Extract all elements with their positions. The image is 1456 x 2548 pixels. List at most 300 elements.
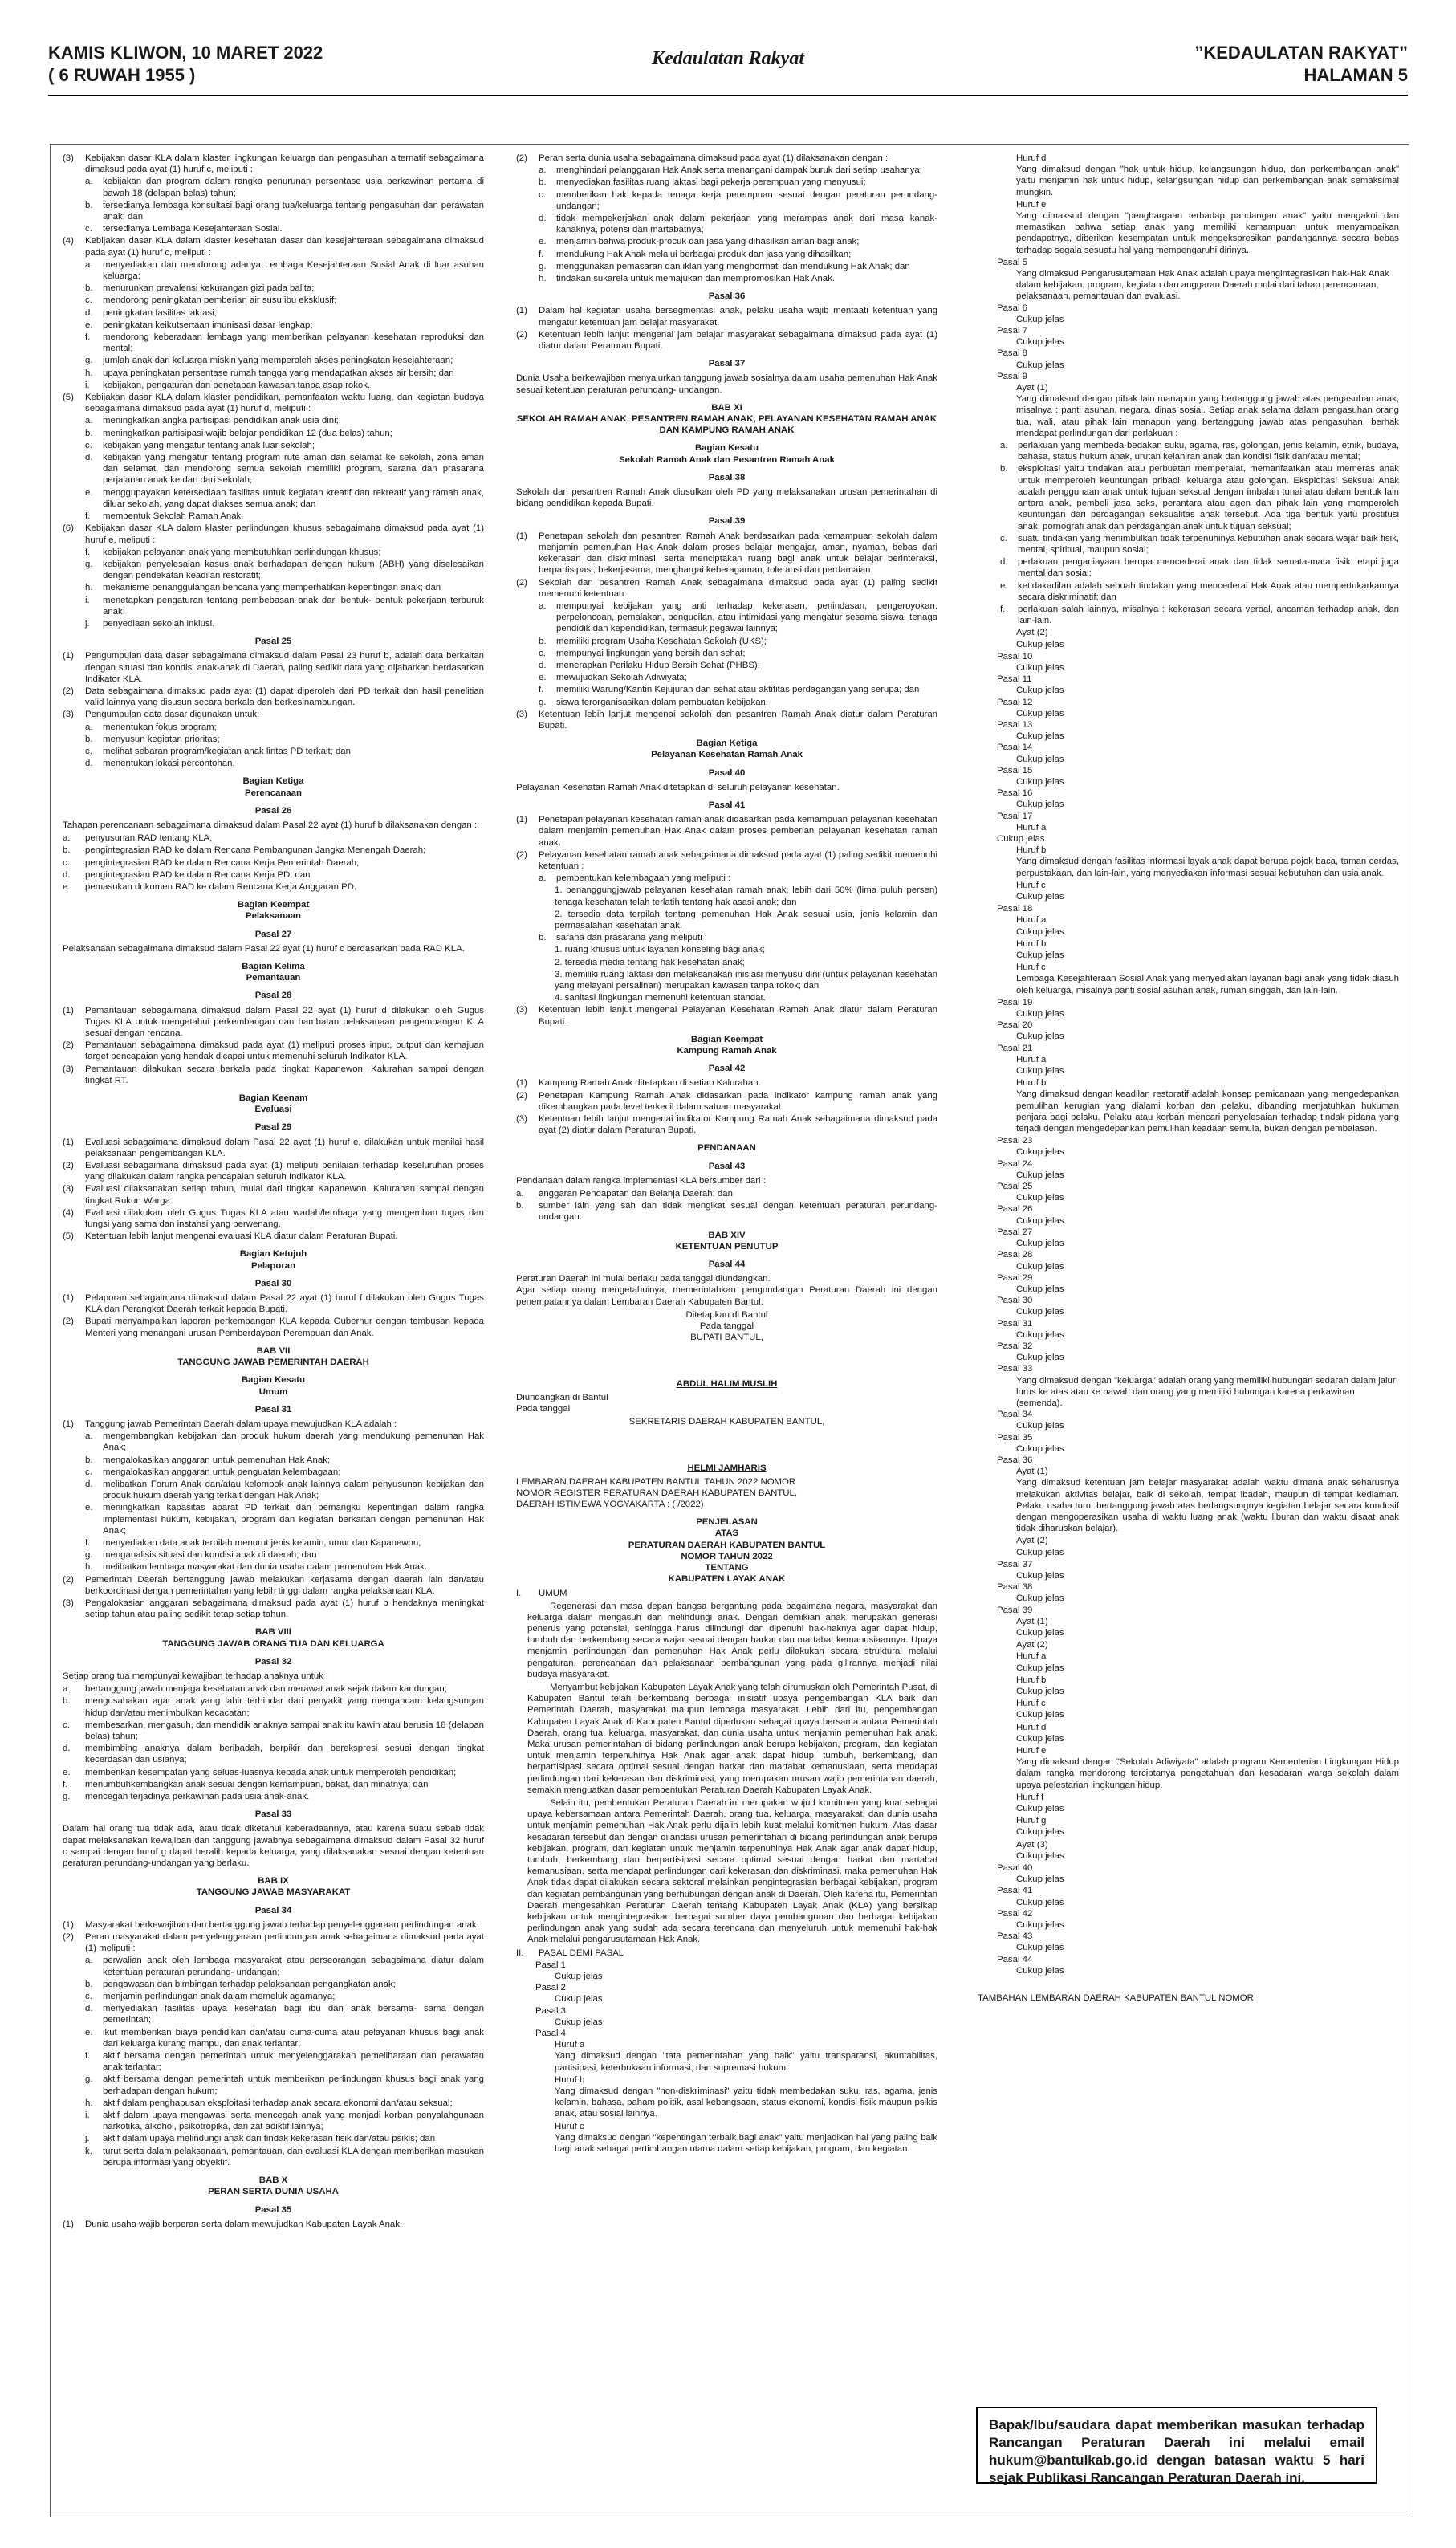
- clause-text: Kebijakan dasar KLA dalam klaster lingkungan keluarga dan pengasuhan alternatif sebagaimana dimaksud pada ayat (1) huruf c, meliputi :: [85, 153, 484, 175]
- clause-text: menyediakan fasilitas ruang laktasi bagi pekerja perempuan yang menyusui;: [556, 177, 866, 188]
- sub-clause: [63, 1467, 484, 1478]
- clause-text: Sekolah dan pesantren Ramah Anak sebagaimana dimaksud pada ayat (1) paling sedikit memenuhi ketentuan :: [539, 577, 937, 599]
- clause-number: f.: [85, 332, 91, 343]
- clause-number: h.: [85, 2098, 93, 2108]
- clause-number: b.: [85, 734, 93, 744]
- clause-number: d.: [85, 1479, 93, 1489]
- clause-text: mengembangkan kebijakan dan produk hukum daerah yang mendukung pemenuhan Hak Anak;: [103, 1431, 484, 1453]
- explanation-line: Huruf f: [1016, 1792, 1044, 1802]
- column-1: [63, 153, 484, 2505]
- clause-text: eksploitasi yaitu tindakan atau perbuatan memperalat, memanfaatkan atau memeras anak untuk memperoleh keuntungan pribadi, keluarga atau golongan. Eksploitasi Seksual Anak adalah penggunaan anak untuk tujuan seksual dengan imbalan tunai atau dalam bentuk lain antara anak, pembeli jasa seks, perantara atau agen dan pihak lain yang memperoleh keuntungan dari perdagangan seksualitas anak tersebut. Ada tiga bentuk yaitu prostitusi anak, pornografi anak dan perdagangan anak untuk tujuan seksual;: [1018, 464, 1399, 531]
- clause-number: (1): [63, 1418, 74, 1429]
- explanation-line: Huruf d: [1016, 1722, 1047, 1732]
- clause-text: aktif dalam penghapusan eksploitasi terhadap anak secara ekonomi dan/atau seksual;: [103, 2098, 453, 2108]
- clause-text: Kebijakan dasar KLA dalam klaster perlindungan khusus sebagaimana dimaksud pada ayat (1) huruf e, meliputi :: [85, 523, 484, 545]
- clause-text: Pemantauan dilakukan secara berkala pada tingkat Kapanewon, Kalurahan sampai dengan tingkat RT.: [85, 1064, 484, 1085]
- clause-text: mewujudkan Sekolah Adiwiyata;: [556, 673, 687, 683]
- clause-text: memiliki Warung/Kantin Kejujuran dan sehat atau aktifitas perdagangan yang serupa; dan: [556, 685, 920, 695]
- clause-text: Evaluasi sebagaimana dimaksud dalam Pasal 22 ayat (1) huruf e, dilakukan untuk menilai hasil pelaksanaan pengembangan KLA.: [85, 1137, 484, 1158]
- clause: [63, 1137, 484, 1159]
- paragraph: Sekolah dan pesantren Ramah Anak diusulkan oleh PD yang melaksanakan urusan pemerintahan di bidang pendidikan kepada Bupati.: [516, 487, 937, 509]
- explanation-line: Cukup jelas: [1016, 314, 1064, 324]
- explanation-text: Cukup jelas: [1016, 926, 1064, 937]
- clause-text: mempunyai kebijakan yang anti terhadap kekerasan, penindasan, pengeroyokan, perpeloncoan, pemalakan, pengucilan, atau intimidasi yang mengatur sesama siswa, tenaga pendidik dan kependidikan, termasuk pegawai lainnya;: [556, 600, 937, 634]
- section-heading: Pasal 31: [254, 1404, 292, 1414]
- explanation-text: 2. tersedia media tentang hak kesehatan anak;: [555, 957, 745, 967]
- clause-number: g.: [539, 697, 547, 707]
- clause-text: Pemerintah Daerah bertanggung jawab melakukan kerjasama dengan daerah lain dan/atau berkoordinasi dengan pemerintahan yang lebih tinggi dalam rangka pelaksanaan KLA.: [85, 1574, 484, 1596]
- explanation-line: Huruf b: [1016, 938, 1047, 949]
- sub-clause: [63, 2110, 484, 2132]
- clause-number: a.: [1000, 441, 1008, 451]
- clause-number: a.: [85, 1431, 93, 1442]
- clause-text: aktif bersama dengan pemerintah untuk memberikan perlindungan khusus bagi anak yang berhadapan dengan hukum;: [103, 2074, 484, 2096]
- pasal-label: Pasal 33: [997, 1364, 1033, 1374]
- section-heading: Pasal 42: [708, 1064, 746, 1074]
- section-heading: Bagian Ketiga Perencanaan: [242, 776, 304, 798]
- clause: [63, 1695, 484, 1718]
- clause: [63, 1160, 484, 1182]
- clause-number: (2): [516, 329, 527, 340]
- explanation-line: Cukup jelas: [1016, 754, 1064, 764]
- explanation-line: Cukup jelas: [1016, 776, 1064, 787]
- sub-clause: [516, 697, 937, 708]
- pasal-label: Pasal 42: [997, 1908, 1033, 1919]
- paragraph: Selain itu, pembentukan Peraturan Daerah ini merupakan wujud komitmen yang kuat sebagai upaya kebersamaan antara Pemerintah Daerah, orang tua, keluarga, masyarakat, dan dunia usaha untuk menjamin pemenuhan Hak Anak perlu dijalin lebih kuat melalui komitmen hukum. Atas dasar kesadaran tersebut dan dengan dilandasi urusan pemerintahan di bidang perlindungan anak berupa kebijakan, program, dan kegiatan untuk menjamin terpenuhinya Hak Anak agar anak dapat hidup, tumbuh, berkembang dan berpartisipasi secara optimal sesuai dengan harkat dan martabat kemanusiaan, serta mendapat perlindungan dari kekerasan dan diskriminasi, maka pemenuhan Hak Anak tidak dapat dilakukan secara sektoral melainkan pengintegrasian berbagai kebijakan, program dan kegiatan pembangunan yang berhubungan dengan anak di Daerah. Oleh karena itu, Pemerintah Daerah mengesahkan Peraturan Daerah tentang Kabupaten Layak Anak (KLA) yang bersikap kebijakan untuk mengintegrasikan berbagai sumber daya pembangunan dan berbagai kebijakan perlindungan anak yang sudah ada secara terencana dan menyeluruh untuk memenuhi hak-hak Anak melalui pengarusutamaan Hak Anak.: [527, 1797, 937, 1945]
- clause-text: turut serta dalam pelaksanaan, pemantauan, dan evaluasi KLA dengan memberikan masukan berupa informasi yang obyektif.: [103, 2146, 484, 2167]
- pasal-label: Pasal 16: [997, 788, 1033, 799]
- sub-clause: [516, 672, 937, 683]
- explanation-line: Ayat (2): [1016, 628, 1048, 638]
- clause-number: b.: [85, 1979, 93, 1989]
- explanation-line: Cukup jelas: [1016, 708, 1064, 718]
- sub-clause: [978, 440, 1399, 462]
- clause-number: a.: [539, 165, 547, 176]
- explanation-line: Cukup jelas: [1016, 662, 1064, 673]
- paragraph: Tahapan perencanaan sebagaimana dimaksud dalam Pasal 22 ayat (1) huruf b dilaksanakan dengan :: [63, 820, 478, 830]
- pasal-label: Pasal 41: [997, 1886, 1033, 1896]
- clause: [63, 1316, 484, 1338]
- clause: [516, 153, 937, 164]
- clause-text: Bupati menyampaikan laporan perkembangan KLA kepada Gubernur dengan tembusan kepada Menteri yang menangani urusan Pemberdayaan Perempuan dan Anak.: [85, 1317, 484, 1338]
- clause-number: h.: [85, 368, 93, 378]
- clause-number: II.: [516, 1948, 524, 1958]
- clause-text: tersedianya Lembaga Kesejahteraan Sosial.: [103, 224, 283, 234]
- clause-text: menentukan lokasi percontohan.: [103, 759, 235, 769]
- sub-clause: [516, 236, 937, 247]
- clause-number: g.: [85, 559, 93, 569]
- section-heading: Pasal 43: [708, 1161, 746, 1171]
- clause-number: d.: [85, 307, 93, 318]
- clause-number: i.: [85, 595, 90, 605]
- clause-number: (6): [63, 523, 74, 534]
- clause-text: pengintegrasian RAD ke dalam Rencana Pembangunan Jangka Menengah Daerah;: [85, 845, 426, 856]
- clause-number: f.: [85, 2051, 91, 2062]
- clause-text: kebijakan yang mengatur tentang program rute aman dan selamat ke sekolah, zona aman dan selamat, dan mendorong semua sekolah memiliki program, sarana dan prasarana perjalanan anak ke dan dari sekolah;: [103, 453, 484, 486]
- section-heading: BAB XI SEKOLAH RAMAH ANAK, PESANTREN RAMAH ANAK, PELAYANAN KESEHATAN RAMAH ANAK DAN KAMPUNG RAMAH ANAK: [516, 402, 937, 436]
- sub-clause: [516, 684, 937, 695]
- explanation-text: Cukup jelas: [1016, 892, 1064, 902]
- pasal-label: Pasal 27: [997, 1227, 1033, 1237]
- pasal-label: Pasal 15: [997, 765, 1033, 775]
- clause-number: (4): [63, 1207, 74, 1218]
- clause: [63, 392, 484, 414]
- explanation-line: Cukup jelas: [1016, 1421, 1064, 1431]
- section-heading: Pasal 35: [254, 2204, 292, 2215]
- clause: [516, 329, 937, 352]
- pasal-label: Pasal 5: [997, 257, 1027, 267]
- clause-number: e.: [539, 237, 547, 247]
- explanation-line: Huruf c: [555, 2121, 584, 2131]
- section-heading: Pasal 29: [254, 1122, 292, 1133]
- clause: [63, 1919, 484, 1931]
- explanation-line: Cukup jelas: [1016, 1261, 1064, 1272]
- clause-text: melihat sebaran program/kegiatan anak lintas PD terkait; dan: [103, 746, 351, 756]
- section-heading: Pasal 30: [254, 1278, 292, 1288]
- clause: [516, 814, 937, 849]
- explanation-line: Cukup jelas: [1016, 1009, 1064, 1020]
- sub-clause: [63, 415, 484, 426]
- pasal-label: Pasal 37: [997, 1559, 1033, 1569]
- header-javanese-date: ( 6 RUWAH 1955 ): [48, 65, 196, 85]
- section-heading: Pasal 28: [254, 991, 292, 1001]
- paragraph: Dunia Usaha berkewajiban menyalurkan tanggung jawab sosialnya dalam usaha pemenuhan Hak Anak sesuai ketentuan peraturan perundang- undangan.: [516, 373, 937, 395]
- paragraph: Peraturan Daerah ini mulai berlaku pada tanggal diundangkan. Agar setiap orang mengetahuinya, memerintahkan pengundangan Peraturan Daerah ini dengan penempatannya dalam Lembaran Daerah Kabupaten Bantul.: [516, 1274, 937, 1307]
- clause-text: kebijakan dan program dalam rangka penurunan persentase usia perkawinan pertama di bawah 18 (delapan belas) tahun;: [103, 177, 484, 198]
- section-heading: Bagian Kesatu Umum: [241, 1375, 306, 1397]
- sub-clause: [63, 1431, 484, 1453]
- clause-number: b.: [85, 428, 93, 438]
- clause-number: b.: [85, 1455, 93, 1465]
- section-heading: Pasal 40: [708, 767, 746, 778]
- masthead-logo: Kedaulatan Rakyat: [651, 48, 805, 69]
- sub-clause: [516, 189, 937, 212]
- explanation-line: Cukup jelas: [1016, 1032, 1064, 1042]
- section-heading: Pasal 36: [708, 291, 746, 302]
- explanation-line: Huruf e: [1016, 199, 1047, 210]
- clause-number: f.: [1000, 604, 1006, 614]
- clause-text: tindakan sukarela untuk memajukan dan mempromosikan Hak Anak.: [556, 274, 835, 284]
- explanation-line: Ayat (2): [1016, 1640, 1048, 1651]
- sub-clause: [63, 511, 484, 522]
- explanation-text: Cukup jelas: [1016, 1710, 1064, 1720]
- section-heading: Pasal 34: [254, 1905, 292, 1915]
- clause-text: memberikan kesempatan yang seluas-luasnya kepada anak untuk memperoleh pendidikan;: [85, 1767, 457, 1777]
- clause-text: meningkatkan kapasitas aparat PD terkait dan pemangku kepentingan dalam rangka implementasi hukum, kebijakan, program dan kegiatan berkaitan dengan pemenuhan Hak Anak;: [103, 1503, 484, 1536]
- explanation-text: Cukup jelas: [1016, 1850, 1064, 1861]
- sub-clause: [63, 1549, 484, 1561]
- clause: [63, 1683, 484, 1695]
- sub-clause: [516, 660, 937, 671]
- clause-number: (1): [516, 306, 527, 316]
- clause: [516, 1948, 937, 1959]
- clause: [516, 1188, 937, 1199]
- clause-number: b.: [516, 1201, 524, 1211]
- clause-text: perlakuan salah lainnya, misalnya : kekerasan secara verbal, ancaman terhadap anak, dan lain-lain.: [1018, 604, 1399, 626]
- clause: [516, 1113, 937, 1136]
- clause-text: Pemantauan sebagaimana dimaksud dalam Pasal 22 ayat (1) huruf d dilakukan oleh Gugus Tugas KLA untuk mengetahui perkembangan dan hambatan pelaksanaan pengembangan KLA sesuai dengan rencana.: [85, 1005, 484, 1039]
- section-heading: Bagian Ketiga Pelayanan Kesehatan Ramah Anak: [651, 739, 803, 760]
- explanation-text: Cukup jelas: [1016, 1733, 1064, 1744]
- paragraph: Diundangkan di Bantul Pada tanggal: [516, 1392, 608, 1414]
- clause-number: f.: [63, 1779, 68, 1789]
- clause-number: a.: [63, 1684, 71, 1695]
- pasal-label: Pasal 3: [535, 2005, 566, 2016]
- sub-clause: [63, 368, 484, 379]
- sub-clause: [63, 734, 484, 745]
- explanation-line: Huruf c: [1016, 1699, 1046, 1709]
- clause-text: peningkatan keikutsertaan imunisasi dasar lengkap;: [103, 320, 313, 330]
- clause-text: Peran serta dunia usaha sebagaimana dimaksud pada ayat (1) dilaksanakan dengan :: [539, 153, 889, 163]
- clause-number: c.: [539, 648, 546, 658]
- explanation-line: Cukup jelas: [1016, 800, 1064, 810]
- clause: [516, 577, 937, 600]
- sub-clause: [978, 533, 1399, 556]
- clause-text: Pemantauan sebagaimana dimaksud pada ayat (1) meliputi proses input, output dan kemajuan target pencapaian yang hendak dicapai untuk memenuhi seluruh Indikator KLA.: [85, 1040, 484, 1062]
- clause-text: mencegah terjadinya perkawinan pada usia anak-anak.: [85, 1792, 310, 1801]
- explanation-line: Cukup jelas: [1016, 1239, 1064, 1249]
- pasal-label: Pasal 13: [997, 719, 1033, 730]
- clause-number: (4): [63, 236, 74, 246]
- section-heading: Bagian Keempat Kampung Ramah Anak: [677, 1034, 777, 1056]
- sub-clause: [63, 355, 484, 366]
- clause-text: mengalokasikan anggaran untuk penguatan kelembagaan;: [103, 1467, 341, 1477]
- clause-number: I.: [516, 1589, 522, 1599]
- clause-number: e.: [85, 1503, 93, 1513]
- signatory-name: ABDUL HALIM MUSLIH: [676, 1379, 778, 1390]
- clause-text: melibatkan lembaga masyarakat dan dunia usaha dalam pemenuhan Hak Anak.: [103, 1562, 427, 1573]
- sub-clause: [63, 176, 484, 198]
- clause-number: (2): [63, 1932, 74, 1943]
- explanation-text: 1. ruang khusus untuk layanan konseling bagi anak;: [555, 945, 766, 955]
- clause-number: (3): [516, 1005, 527, 1016]
- sub-clause: [63, 1502, 484, 1537]
- sub-clause: [516, 165, 937, 176]
- clause-text: siswa terorganisasikan dalam pembuatan kebijakan.: [556, 697, 769, 707]
- clause-number: f.: [85, 511, 91, 522]
- header-publication: ”KEDAULATAN RAKYAT”: [1194, 43, 1408, 63]
- sub-clause: [63, 2003, 484, 2025]
- clause: [516, 305, 937, 328]
- paragraph: Pelayanan Kesehatan Ramah Anak ditetapkan di seluruh pelayanan kesehatan.: [516, 782, 840, 792]
- section-heading: BAB VIII TANGGUNG JAWAB ORANG TUA DAN KELUARGA: [162, 1627, 384, 1649]
- clause-number: d.: [1000, 557, 1008, 568]
- clause: [63, 881, 484, 893]
- explanation-line: Huruf c: [1016, 880, 1046, 890]
- clause-number: g.: [539, 261, 547, 271]
- clause-number: f.: [539, 685, 544, 695]
- clause-text: mendorong keberadaan lembaga yang memberikan pelayanan kesehatan reproduksi dan mental;: [103, 332, 484, 354]
- clause-number: h.: [85, 583, 93, 593]
- header-page-number: HALAMAN 5: [1303, 65, 1408, 85]
- clause-number: (2): [516, 849, 527, 860]
- clause-number: i.: [85, 380, 90, 390]
- clause-text: Pengumpulan data dasar digunakan untuk:: [85, 710, 260, 720]
- sub-clause: [63, 428, 484, 439]
- explanation-text: Yang dimaksud dengan "tata pemerintahan yang baik" yaitu transparansi, akuntabilitas, partisipasi, keterbukaan informasi, dan supremasi hukum.: [555, 2051, 937, 2073]
- explanation-line: Huruf c: [1016, 963, 1046, 973]
- explanation-text: Lembaga Kesejahteraan Sosial Anak yang menyediakan layanan bagi anak yang tidak diasuh oleh keluarga, misalnya panti sosial asuhan anak, rumah singgah, dan lain-lain.: [1016, 974, 1399, 995]
- clause-text: menggupayakan ketersediaan fasilitas untuk kegiatan kreatif dan rekreatif yang ramah anak, diluar sekolah, yang dapat diakses semua anak; dan: [103, 487, 484, 509]
- clause-number: (1): [63, 1005, 74, 1016]
- explanation-text: Cukup jelas: [1016, 1687, 1064, 1697]
- clause-text: penyediaan sekolah inklusi.: [103, 618, 215, 629]
- clause-number: (3): [63, 153, 74, 163]
- clause-number: b.: [85, 283, 93, 294]
- clause-text: membesarkan, mengasuh, dan mendidik anaknya sampai anak itu kawin atau berusia 18 (delapan belas) tahun;: [85, 1720, 484, 1741]
- clause-text: menggunakan pemasaran dan iklan yang menghormati dan mendukung Hak Anak; dan: [556, 261, 910, 271]
- sub-clause: [63, 2133, 484, 2144]
- explanation-line: Cukup jelas: [555, 1972, 603, 1982]
- clause-text: menghindari pelanggaran Hak Anak serta menangani dampak buruk dari setiap usahanya;: [556, 165, 922, 176]
- explanation-line: Cukup jelas: [555, 2017, 603, 2027]
- sub-clause: [63, 722, 484, 733]
- pasal-label: Pasal 8: [997, 348, 1027, 359]
- clause-number: (3): [63, 1598, 74, 1608]
- clause-number: a.: [85, 259, 93, 270]
- clause: [63, 857, 484, 869]
- clause-number: (2): [63, 1574, 74, 1585]
- sub-clause: [63, 200, 484, 222]
- paragraph: Pelaksanaan sebagaimana dimaksud dalam Pasal 22 ayat (1) huruf c berdasarkan pada RAD KLA.: [63, 943, 465, 954]
- clause-text: Penetapan Kampung Ramah Anak didasarkan pada indikator kampung ramah anak yang dikembangkan pada level terkecil dalam satuan masyarakat.: [539, 1090, 937, 1112]
- paragraph: LEMBARAN DAERAH KABUPATEN BANTUL TAHUN 2022 NOMOR NOMOR REGISTER PERATURAN DAERAH KABUPATEN BANTUL, DAERAH ISTIMEWA YOGYAKARTA : ( /2022): [516, 1476, 797, 1509]
- explanation-text: Cukup jelas: [1016, 639, 1064, 649]
- paragraph: Regenerasi dan masa depan bangsa bergantung pada bagaimana negara, masyarakat dan keluarga dalam mengasuh dan melindungi anak. Dengan demikian anak merupakan generasi penerus yang potensial, sehingga harus dilindungi dan dipenuhi hak-haknya agar dapat hidup, tumbuh dan berkembang secara wajar sesuai dengan harkat dan martabat kemanusiaannya. Upaya menjamin perlindungan dan pemenuhan Hak Anak perlu dilakukan secara struktural melalui pengaturan, perencanaan dan pelaksanaan pembangunan yang pada gilirannya menjadi nilai budaya masyarakat.: [527, 1601, 937, 1679]
- clause-number: f.: [85, 547, 91, 557]
- clause-text: tidak mempekerjakan anak dalam pekerjaan yang merampas anak dari masa kanak-kanaknya, potensi dan martabatnya;: [556, 214, 937, 235]
- clause-text: Pengumpulan data dasar sebagaimana dimaksud dalam Pasal 23 huruf b, adalah data berkaitan dengan situasi dan kondisi anak-anak di Daerah, paling sedikit data yang dijabarkan berdasarkan Indikator KLA.: [85, 651, 484, 684]
- pasal-label: Pasal 25: [997, 1182, 1033, 1192]
- clause: [63, 869, 484, 881]
- clause-number: e.: [85, 320, 93, 330]
- clause-number: e.: [85, 2027, 93, 2037]
- column-2: [516, 153, 937, 2505]
- clause-text: mekanisme penanggulangan bencana yang memperhatikan kepentingan anak; dan: [103, 583, 441, 593]
- clause-number: (3): [63, 1064, 74, 1074]
- section-heading: Pasal 44: [708, 1260, 746, 1270]
- clause-number: b.: [539, 933, 547, 943]
- explanation-text: Yang dimaksud dengan "hak untuk hidup, kelangsungan hidup, dan perkembangan anak" yaitu menjamin hak untuk hidup, kelangsungan hidup dan perkembangan anak semaksimal mungkin.: [1016, 165, 1399, 197]
- explanation-text: Yang dimaksud dengan "penghargaan terhadap pandangan anak" yaitu mengakui dan memastikan bahwa setiap anak yang memiliki kemampuan untuk menyampaikan pendapatnya, diberikan kesempatan untuk mengekspresikan pandangannya secara bebas terhadap segala sesuatu hal yang mempengaruhi dirinya.: [1016, 211, 1399, 255]
- clause-number: (2): [63, 1161, 74, 1171]
- clause-text: Ketentuan lebih lanjut mengenai indikator Kampung Ramah Anak sebagaimana dimaksud pada ayat (2) diatur dalam Peraturan Bupati.: [539, 1114, 937, 1136]
- pasal-label: Pasal 28: [997, 1250, 1033, 1260]
- explanation-line: Cukup jelas: [1016, 360, 1064, 370]
- explanation-text: Yang dimaksud dengan "kepentingan terbaik bagi anak" yaitu menjadikan hal yang paling baik bagi anak sebagai pertimbangan utama dalam setiap kebijakan, program, dan kegiatan.: [555, 2132, 937, 2155]
- explanation-text: 3. memiliki ruang laktasi dan melaksanakan inisiasi menyusu dini (untuk pelayanan kesehatan yang melayani persalinan) merupakan kawasan tanpa rokok; dan: [555, 969, 937, 991]
- sub-clause: [63, 547, 484, 558]
- clause-number: g.: [85, 356, 93, 366]
- explanation-line: Cukup jelas: [555, 1994, 603, 2005]
- sub-clause: [63, 746, 484, 757]
- clause-number: h.: [85, 1562, 93, 1573]
- explanation-line: Cukup jelas: [1016, 1965, 1064, 1976]
- clause-text: UMUM: [539, 1589, 567, 1599]
- explanation-text: Yang dimaksud dengan "Sekolah Adiwiyata" adalah program Kementerian Lingkungan Hidup dalam rangka mendorong terciptanya pengetahuan dan kesadaran warga sekolah dalam upaya pelestarian lingkungan hidup.: [1016, 1757, 1399, 1790]
- sub-clause: [63, 1991, 484, 2002]
- clause-text: pembentukan kelembagaan yang meliputi :: [556, 873, 731, 884]
- pasal-label: Pasal 1: [535, 1960, 566, 1970]
- pasal-label: Pasal 30: [997, 1296, 1033, 1306]
- clause: [516, 1090, 937, 1113]
- clause-number: (1): [516, 1078, 527, 1089]
- clause-number: a.: [85, 416, 93, 426]
- explanation-line: Cukup jelas: [1016, 731, 1064, 742]
- clause-text: menumbuhkembangkan anak sesuai dengan kemampuan, bakat, dan minatnya; dan: [85, 1779, 429, 1789]
- sub-clause: [63, 2050, 484, 2073]
- sub-clause: [516, 932, 937, 943]
- clause-text: aktif dalam upaya mengawasi serta mencegah anak yang menjadi korban penyalahgunaan narkotika, alkohol, psikotropika, dan zat adiktif lainnya;: [103, 2110, 484, 2132]
- clause-number: c.: [1000, 533, 1007, 543]
- explanation-line: Cukup jelas: [1016, 1307, 1064, 1317]
- pasal-label: Pasal 9: [997, 371, 1027, 381]
- clause-text: Kebijakan dasar KLA dalam klaster pendidikan, pemanfaatan waktu luang, dan kegiatan budaya sebagaimana dimaksud pada ayat (1) huruf d, meliputi :: [85, 393, 484, 414]
- sub-clause: [63, 1479, 484, 1501]
- clause-number: g.: [85, 1550, 93, 1561]
- pasal-label: Pasal 20: [997, 1020, 1033, 1031]
- explanation-text: Yang dimaksud dengan keadilan restoratif adalah konsep pemicanaan yang mengedepankan pemulihan kerugian yang dialami korban dan pelaku, dibanding menjatuhkan hukuman penjara bagi pelaku. Pelaku atau korban mencari penyelesaian terhadap tindak pidana yang terjadi dengan mengedepankan pemulihan keadaan semula, bukan dengan pembalasan.: [1016, 1089, 1399, 1134]
- pasal-label: Pasal 32: [997, 1341, 1033, 1351]
- sub-clause: [63, 259, 484, 282]
- clause-number: (1): [516, 531, 527, 541]
- explanation-line: Cukup jelas: [1016, 337, 1064, 348]
- pasal-label: Pasal 26: [997, 1204, 1033, 1215]
- sub-clause: [63, 618, 484, 629]
- clause-number: (5): [63, 1231, 74, 1242]
- clause-number: (1): [63, 2219, 74, 2229]
- clause-text: mendukung Hak Anak melalui berbagai produk dan jasa yang dihasilkan;: [556, 249, 852, 259]
- clause-text: Kampung Ramah Anak ditetapkan di setiap Kalurahan.: [539, 1078, 761, 1089]
- explanation-text: Cukup jelas: [1016, 1066, 1064, 1077]
- clause-number: b.: [85, 200, 93, 210]
- explanation-line: Cukup jelas: [1016, 1943, 1064, 1953]
- explanation-line: Huruf a: [1016, 822, 1047, 832]
- clause-text: meningkatkan partisipasi wajib belajar pendidikan 12 (dua belas) tahun;: [103, 428, 392, 438]
- clause-number: j.: [85, 2134, 90, 2144]
- clause: [63, 1292, 484, 1315]
- clause-number: d.: [85, 453, 93, 463]
- section-heading: Pasal 26: [254, 805, 292, 816]
- sub-clause: [63, 1979, 484, 1990]
- clause-number: (2): [63, 1317, 74, 1327]
- feedback-notice: Bapak/Ibu/saudara dapat memberikan masukan terhadap Rancangan Peraturan Daerah ini melalui email hukum@bantulkab.go.id dengan batasan waktu 5 hari sejak Publikasi Rancangan Peraturan Daerah ini.: [976, 2407, 1377, 2484]
- clause-number: c.: [539, 189, 546, 200]
- clause-text: menurunkan prevalensi kekurangan gizi pada balita;: [103, 283, 315, 294]
- clause-number: (5): [63, 393, 74, 403]
- clause-text: memiliki program Usaha Kesehatan Sekolah (UKS);: [556, 636, 767, 646]
- clause: [516, 709, 937, 731]
- clause-number: (2): [516, 1090, 527, 1101]
- clause-number: b.: [539, 636, 547, 646]
- clause-number: (2): [516, 577, 527, 588]
- clause: [63, 845, 484, 856]
- explanation-text: Cukup jelas: [1016, 1827, 1064, 1838]
- pasal-label: Pasal 11: [997, 674, 1032, 685]
- section-heading: Pasal 37: [708, 359, 746, 369]
- clause-number: (1): [63, 1293, 74, 1304]
- header-date: KAMIS KLIWON, 10 MARET 2022: [48, 43, 323, 63]
- clause-number: e.: [85, 487, 93, 498]
- paragraph: Menyambut kebijakan Kabupaten Layak Anak yang telah dirumuskan oleh Pemerintah Pusat, di Kabupaten Bantul telah berkembang berbagai inisiatif upaya pengembangan KLA baik dari Pemerintah Daerah, masyarakat maupun lembaga masyarakat. Lebih dari itu, pengembangan Kabupaten Layak Anak di Kabupaten Bantul diperlukan sebagai upaya bersama antara Pemerintah Daerah, orang tua, keluarga, masyarakat, dan dunia usaha untuk menjamin pemenuhan hak anak. Maka urusan pemerintahan di bidang perlindungan anak berupa kebijakan, program, dan kegiatan untuk menjamin terpenuhinya Hak Anak agar anak dapat hidup, tumbuh, berkembang, dan berpartisipasi secara optimal sesuai dengan harkat dan martabat kemanusiaan, serta mendapat perlindungan dari kekerasan dan diskriminasi, yang merupakan urusan wajib pemerintahan daerah, semakin menguatkan dasar pembentukan Peraturan Daerah Kabupaten Layak Anak.: [527, 1682, 937, 1795]
- clause-text: kebijakan yang mengatur tentang anak luar sekolah;: [103, 440, 315, 450]
- explanation-line: Ayat (2): [1016, 1536, 1048, 1546]
- clause-number: c.: [85, 224, 92, 234]
- clause: [63, 1720, 484, 1742]
- clause-text: melibatkan Forum Anak dan/atau kelompok anak lainnya dalam penyusunan kebijakan dan produk hukum daerah yang terkait dengan Hak Anak;: [103, 1479, 484, 1501]
- sub-clause: [63, 487, 484, 510]
- clause-text: menganalisis situasi dan kondisi anak di daerah; dan: [103, 1550, 317, 1561]
